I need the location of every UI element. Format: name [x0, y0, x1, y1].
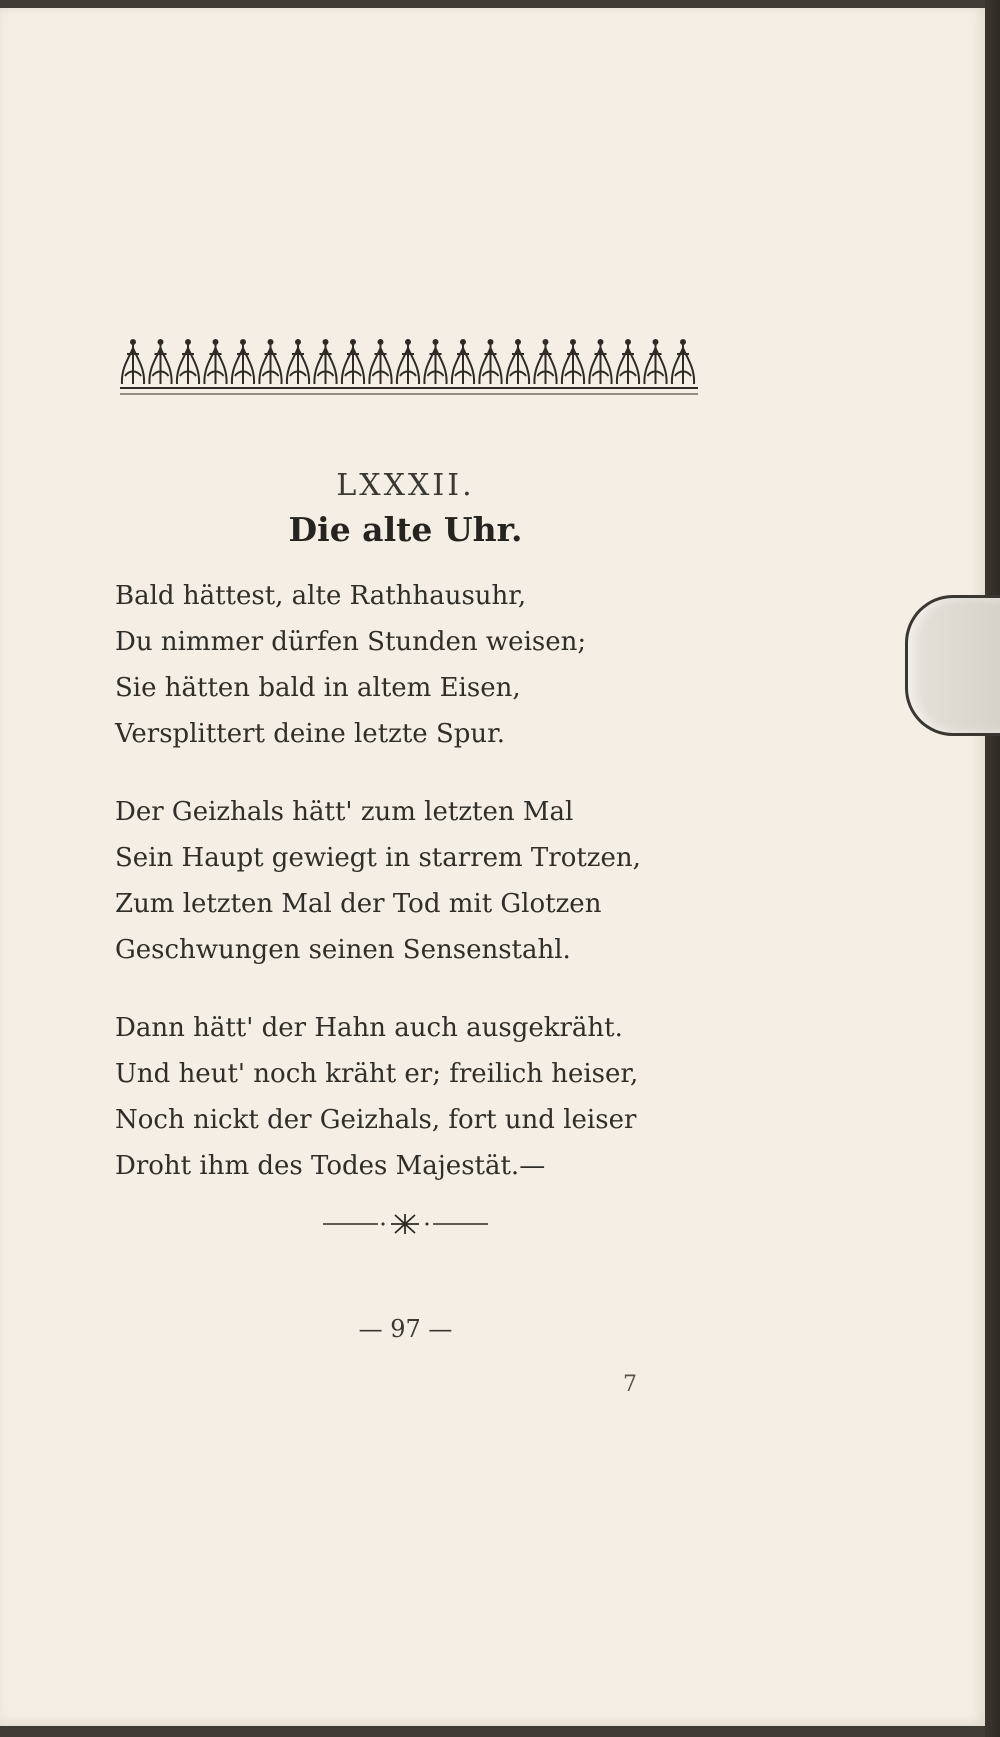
fleuron-dot — [269, 340, 273, 344]
fleuron-element — [562, 340, 584, 384]
poem-line: Der Geizhals hätt' zum letzten Mal — [115, 797, 574, 827]
fleuron-dot — [654, 340, 658, 344]
fleuron-dot — [599, 340, 603, 344]
poem-line: Bald hättest, alte Rathhausuhr, — [115, 581, 527, 611]
fleuron-element — [507, 340, 529, 384]
fleuron-element — [122, 340, 144, 384]
book-page — [0, 8, 985, 1726]
stanza — [115, 789, 735, 973]
fleuron-dot — [681, 340, 685, 344]
poem-line: Droht ihm des Todes Majestät.— — [115, 1151, 546, 1181]
poem-line: Geschwungen seinen Sensenstahl. — [115, 935, 571, 965]
fleuron-border-ornament-icon — [120, 336, 698, 404]
fleuron-element — [672, 340, 694, 384]
poem-line: Sie hätten bald in altem Eisen, — [115, 673, 521, 703]
page-number: — 97 — — [358, 1315, 453, 1343]
book-edge — [985, 0, 1000, 1737]
fleuron-element — [479, 340, 501, 384]
fleuron-dot — [379, 340, 383, 344]
fleuron-element — [314, 340, 336, 384]
fleuron-element — [287, 340, 309, 384]
fleuron-dot — [489, 340, 493, 344]
poem-line: Noch nickt der Geizhals, fort und leiser — [115, 1105, 637, 1135]
fleuron-dot — [434, 340, 438, 344]
fleuron-dot — [324, 340, 328, 344]
fleuron-dot — [241, 340, 245, 344]
poem-body — [115, 573, 735, 1221]
fleuron-dot — [214, 340, 218, 344]
fleuron-element — [644, 340, 666, 384]
fleuron-dot — [544, 340, 548, 344]
fleuron-element — [617, 340, 639, 384]
fleuron-dot — [406, 340, 410, 344]
fleuron-element — [232, 340, 254, 384]
fleuron-dot — [626, 340, 630, 344]
fleuron-element — [149, 340, 171, 384]
poem-line: Du nimmer dürfen Stunden weisen; — [115, 627, 587, 657]
fleuron-element — [424, 340, 446, 384]
poem-line: Und heut' noch kräht er; freilich heiser, — [115, 1059, 639, 1089]
fleuron-element — [452, 340, 474, 384]
stanza — [115, 573, 735, 757]
page-tab-marker — [905, 595, 1000, 736]
fleuron-element — [369, 340, 391, 384]
fleuron-element — [259, 340, 281, 384]
star-dash-ornament-icon — [323, 1211, 488, 1237]
poem-title: Die alte Uhr. — [288, 510, 523, 549]
fleuron-dot — [131, 340, 135, 344]
fleuron-element — [342, 340, 364, 384]
poem-line: Dann hätt' der Hahn auch ausgekräht. — [115, 1013, 623, 1043]
poem-line: Sein Haupt gewiegt in starrem Trotzen, — [115, 843, 641, 873]
fleuron-element — [204, 340, 226, 384]
poem-line: Zum letzten Mal der Tod mit Glotzen — [115, 889, 602, 919]
fleuron-element — [177, 340, 199, 384]
fleuron-dot — [351, 340, 355, 344]
fleuron-dot — [516, 340, 520, 344]
stanza — [115, 1005, 735, 1189]
fleuron-dot — [159, 340, 163, 344]
chapter-number: LXXXII. — [336, 468, 475, 503]
fleuron-dot — [571, 340, 575, 344]
fleuron-dot — [186, 340, 190, 344]
printer-signature-mark: 7 — [623, 1372, 637, 1397]
fleuron-element — [589, 340, 611, 384]
poem-line: Versplittert deine letzte Spur. — [115, 719, 505, 749]
fleuron-dot — [461, 340, 465, 344]
fleuron-element — [534, 340, 556, 384]
fleuron-dot — [296, 340, 300, 344]
fleuron-element — [397, 340, 419, 384]
